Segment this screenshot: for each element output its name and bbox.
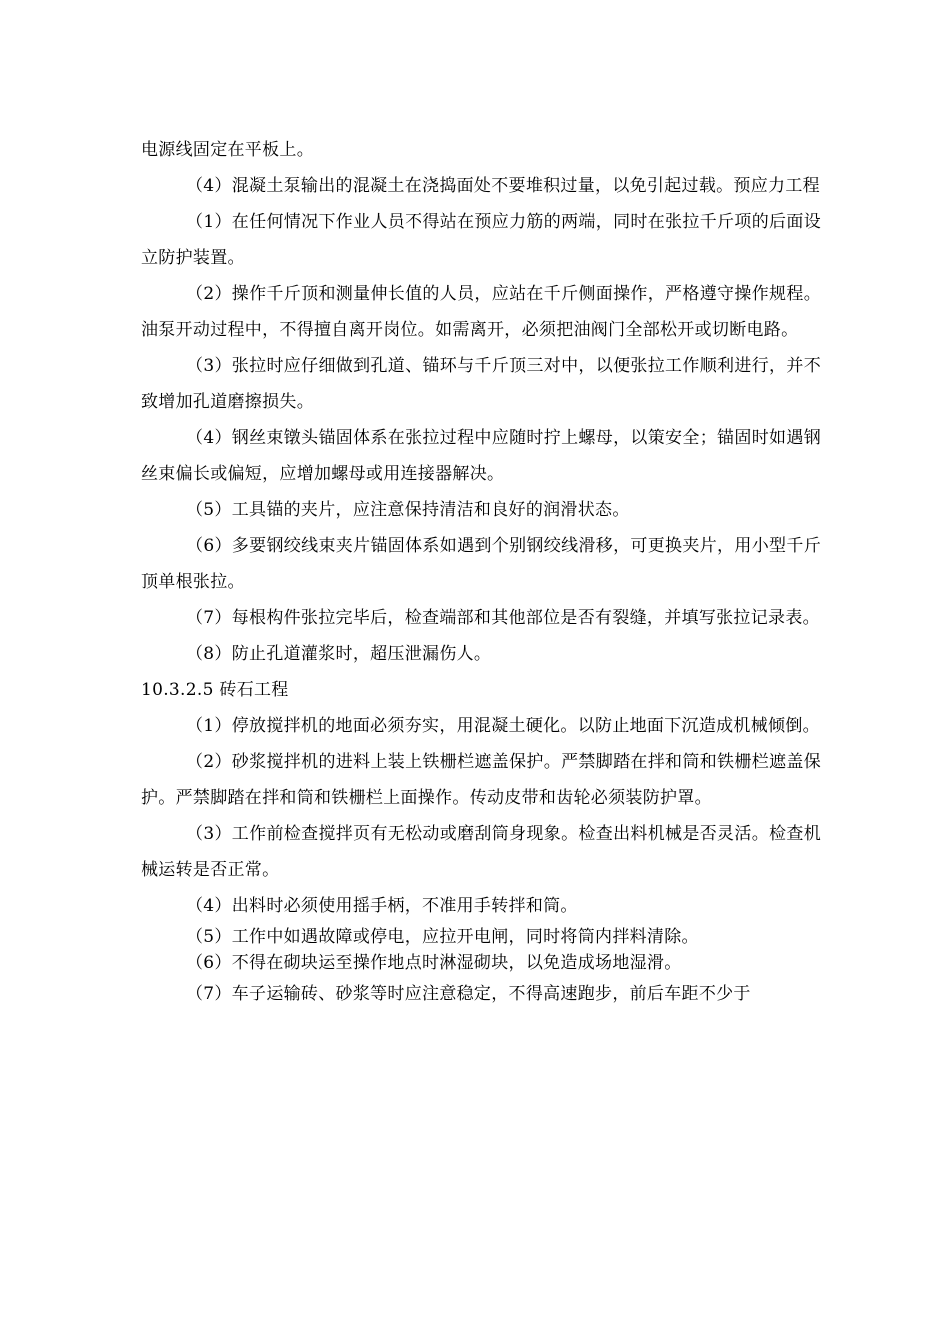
paragraph-15: （4）出料时必须使用摇手柄，不准用手转拌和筒。 (186, 896, 578, 916)
paragraph-14: （3）工作前检查搅拌页有无松动或磨刮筒身现象。检查出料机械是否灵活。检查机械运转是否正常。 (141, 824, 821, 880)
section-heading: 10.3.2.5 砖石工程 (141, 680, 289, 700)
paragraph-7: （5）工具锚的夹片，应注意保持清洁和良好的润滑状态。 (186, 500, 630, 520)
paragraph-3: （1）在任何情况下作业人员不得站在预应力筋的两端，同时在张拉千斤项的后面设立防护装置。 (141, 212, 821, 268)
paragraph-17: （6）不得在砌块运至操作地点时淋湿砌块，以免造成场地湿滑。 (186, 953, 682, 973)
paragraph-6: （4）钢丝束镦头锚固体系在张拉过程中应随时拧上螺母，以策安全；锚固时如遇钢丝束偏长或偏短，应增加螺母或用连接器解决。 (141, 428, 821, 484)
paragraph-10: （8）防止孔道灌浆时，超压泄漏伤人。 (186, 644, 492, 664)
paragraph-5: （3）张拉时应仔细做到孔道、锚环与千斤顶三对中，以便张拉工作顺利进行，并不致增加孔道磨擦损失。 (141, 356, 821, 412)
paragraph-12: （1）停放搅拌机的地面必须夯实，用混凝土硬化。以防止地面下沉造成机械倾倒。 (186, 716, 820, 736)
paragraph-1: 电源线固定在平板上。 (141, 140, 314, 160)
paragraph-9: （7）每根构件张拉完毕后，检查端部和其他部位是否有裂缝，并填写张拉记录表。 (186, 608, 820, 628)
paragraph-18: （7）车子运输砖、砂浆等时应注意稳定，不得高速跑步，前后车距不少于 (186, 984, 751, 1004)
paragraph-16: （5）工作中如遇故障或停电，应拉开电闸，同时将筒内拌料清除。 (186, 927, 699, 947)
paragraph-4: （2）操作千斤顶和测量伸长值的人员，应站在千斤侧面操作，严格遵守操作规程。油泵开动过程中，不得擅自离开岗位。如需离开，必须把油阀门全部松开或切断电路。 (141, 284, 821, 340)
paragraph-8: （6）多要钢绞线束夹片锚固体系如遇到个别钢绞线滑移，可更换夹片，用小型千斤顶单根张拉。 (141, 536, 821, 592)
document-body (141, 132, 821, 1012)
paragraph-2: （4）混凝土泵输出的混凝土在浇捣面处不要堆积过量，以免引起过载。预应力工程 (186, 176, 820, 196)
paragraph-13: （2）砂浆搅拌机的进料上装上铁栅栏遮盖保护。严禁脚踏在拌和筒和铁栅栏遮盖保护。严禁脚踏在拌和筒和铁栅栏上面操作。传动皮带和齿轮必须装防护罩。 (141, 752, 821, 808)
